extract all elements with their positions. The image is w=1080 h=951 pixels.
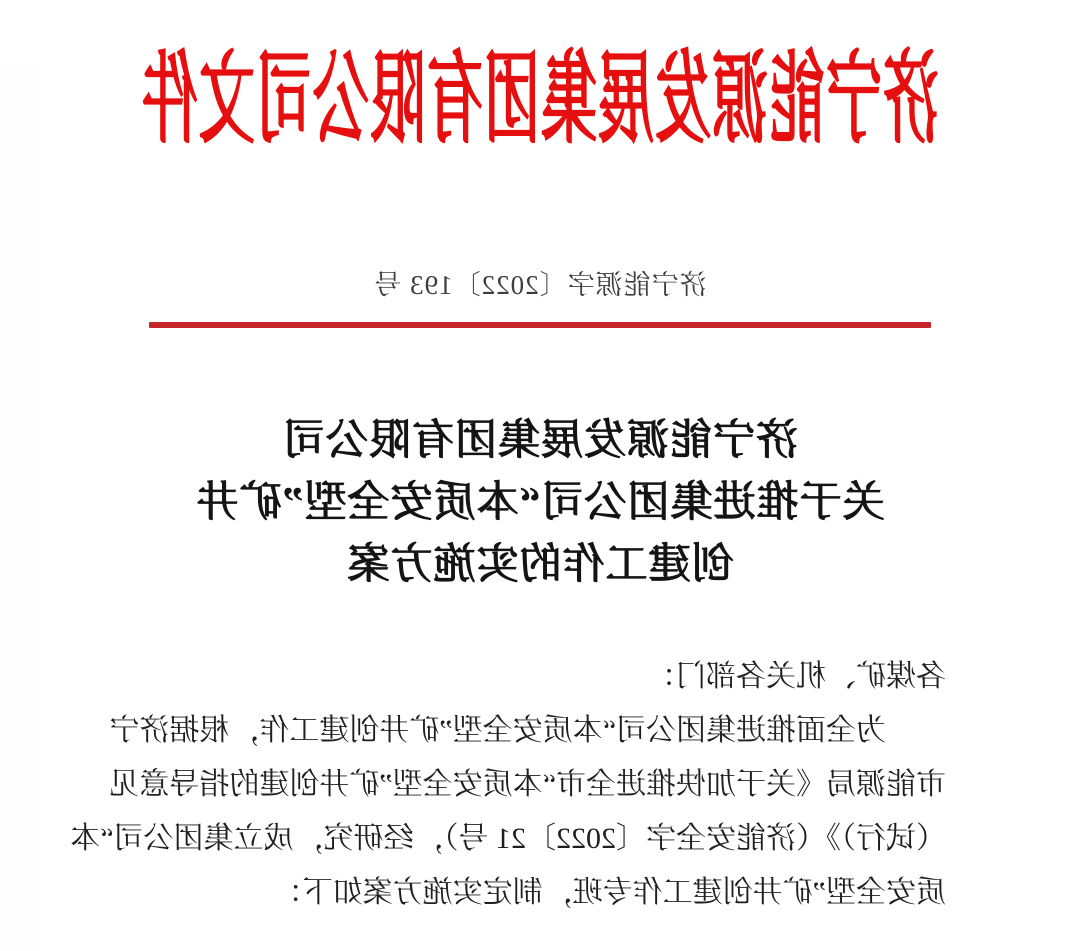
body-paragraph-line-2: 市能源局《关于加快推进全市“本质安全型”矿井创建的指导意见 [109,768,946,801]
red-divider-line [149,322,931,328]
document-body [70,650,946,920]
body-paragraph-line-4: 质安全型”矿井创建工作专班，制定实施方案如下： [272,876,946,909]
body-salutation: 各煤矿、机关各部门： [646,660,946,693]
document-title-line-2: 关于推进集团公司“本质安全型”矿井 [195,480,885,526]
mirrored-document-scan [0,45,1080,951]
document-page [0,45,1080,951]
document-title [0,410,1080,596]
document-number: 济宁能源字〔2022〕193 号 [373,270,707,300]
document-title-line-3: 创建工作的实施方案 [346,542,734,588]
document-title-line-1: 济宁能源发展集团有限公司 [282,418,799,464]
document-header-title: 济宁能源发展集团有限公司文件 [141,45,939,157]
body-paragraph-line-1: 为全面推进集团公司“本质安全型”矿井创建工作，根据济宁 [109,714,886,747]
body-paragraph-line-3: （试行）》（济能安全字〔2022〕21 号），经研究，成立集团公司“本 [70,822,946,855]
